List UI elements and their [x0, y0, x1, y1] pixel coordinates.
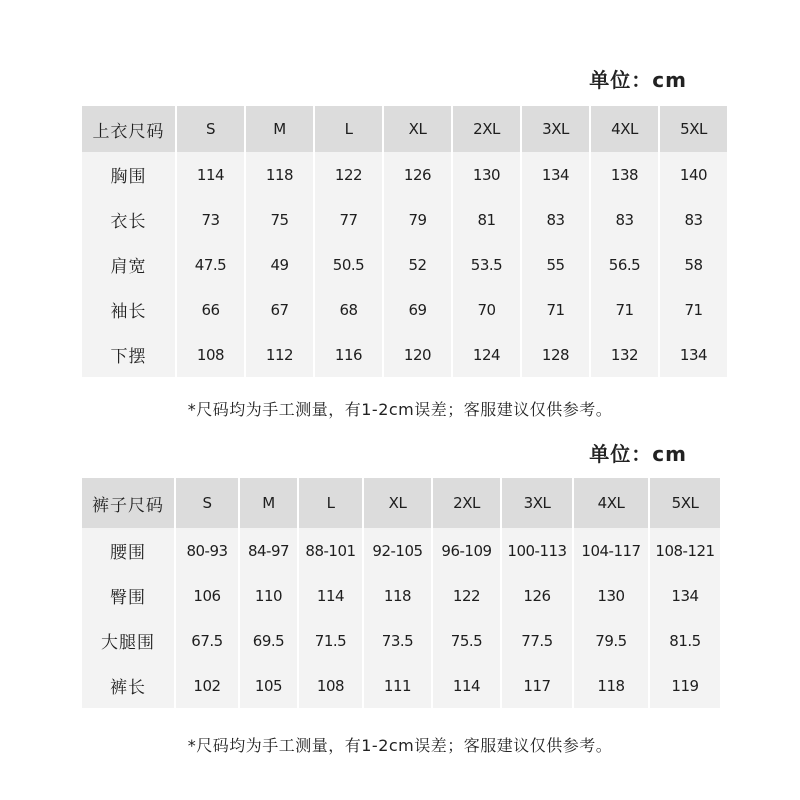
pants-table-header-row	[82, 478, 720, 528]
table-cell: 119	[650, 663, 720, 708]
row-label: 下摆	[82, 332, 175, 377]
table-cell: 83	[660, 197, 727, 242]
size-header-cell: 3XL	[522, 106, 589, 152]
table-cell: 118	[364, 573, 431, 618]
table-cell: 49	[246, 242, 313, 287]
size-header-cell: S	[176, 478, 238, 528]
table-cell: 114	[177, 152, 244, 197]
row-label: 衣长	[82, 197, 175, 242]
size-header-cell: XL	[364, 478, 431, 528]
table-cell: 122	[433, 573, 500, 618]
table-cell: 58	[660, 242, 727, 287]
table-cell: 50.5	[315, 242, 382, 287]
size-header-cell: 2XL	[453, 106, 520, 152]
table-cell: 108-121	[650, 528, 720, 573]
top-measurement-note: *尺码均为手工测量，有1-2cm误差；客服建议仅供参考。	[187, 400, 613, 419]
table-cell: 114	[299, 573, 362, 618]
size-header-cell: S	[177, 106, 244, 152]
table-cell: 84-97	[240, 528, 297, 573]
table-cell: 70	[453, 287, 520, 332]
row-label: 大腿围	[82, 618, 174, 663]
table-cell: 96-109	[433, 528, 500, 573]
table-row	[82, 573, 720, 618]
size-header-cell: 5XL	[650, 478, 720, 528]
table-cell: 111	[364, 663, 431, 708]
table-cell: 130	[453, 152, 520, 197]
table-cell: 71.5	[299, 618, 362, 663]
table-cell: 124	[453, 332, 520, 377]
row-label: 肩宽	[82, 242, 175, 287]
table-cell: 122	[315, 152, 382, 197]
table-cell: 71	[660, 287, 727, 332]
table-cell: 81.5	[650, 618, 720, 663]
pants-unit-label: 单位：cm	[589, 442, 687, 466]
pants-measurement-note: *尺码均为手工测量，有1-2cm误差；客服建议仅供参考。	[187, 736, 613, 755]
size-header-cell: 4XL	[574, 478, 648, 528]
table-row	[82, 618, 720, 663]
table-cell: 102	[176, 663, 238, 708]
top-table-header-row	[82, 106, 727, 152]
table-cell: 108	[177, 332, 244, 377]
pants-header-label: 裤子尺码	[82, 478, 174, 528]
table-cell: 114	[433, 663, 500, 708]
row-label: 臀围	[82, 573, 174, 618]
table-cell: 83	[522, 197, 589, 242]
row-label: 裤长	[82, 663, 174, 708]
table-cell: 130	[574, 573, 648, 618]
table-cell: 126	[502, 573, 572, 618]
table-cell: 55	[522, 242, 589, 287]
table-cell: 126	[384, 152, 451, 197]
table-cell: 75.5	[433, 618, 500, 663]
table-cell: 105	[240, 663, 297, 708]
table-cell: 79.5	[574, 618, 648, 663]
table-cell: 77.5	[502, 618, 572, 663]
top-header-label: 上衣尺码	[82, 106, 175, 152]
table-cell: 118	[246, 152, 313, 197]
table-cell: 132	[591, 332, 658, 377]
table-cell: 134	[650, 573, 720, 618]
table-cell: 71	[522, 287, 589, 332]
table-cell: 73.5	[364, 618, 431, 663]
table-cell: 47.5	[177, 242, 244, 287]
table-cell: 73	[177, 197, 244, 242]
table-cell: 56.5	[591, 242, 658, 287]
table-cell: 138	[591, 152, 658, 197]
table-cell: 75	[246, 197, 313, 242]
table-cell: 108	[299, 663, 362, 708]
table-row	[82, 152, 727, 197]
table-row	[82, 528, 720, 573]
size-header-cell: 3XL	[502, 478, 572, 528]
table-cell: 52	[384, 242, 451, 287]
table-cell: 92-105	[364, 528, 431, 573]
row-label: 胸围	[82, 152, 175, 197]
table-cell: 77	[315, 197, 382, 242]
table-cell: 67.5	[176, 618, 238, 663]
table-cell: 53.5	[453, 242, 520, 287]
table-cell: 66	[177, 287, 244, 332]
table-cell: 116	[315, 332, 382, 377]
table-cell: 120	[384, 332, 451, 377]
table-cell: 117	[502, 663, 572, 708]
size-header-cell: 2XL	[433, 478, 500, 528]
table-cell: 71	[591, 287, 658, 332]
table-cell: 134	[660, 332, 727, 377]
row-label: 腰围	[82, 528, 174, 573]
row-label: 袖长	[82, 287, 175, 332]
table-cell: 79	[384, 197, 451, 242]
table-cell: 68	[315, 287, 382, 332]
table-cell: 104-117	[574, 528, 648, 573]
table-cell: 88-101	[299, 528, 362, 573]
table-cell: 118	[574, 663, 648, 708]
size-header-cell: XL	[384, 106, 451, 152]
table-cell: 140	[660, 152, 727, 197]
table-cell: 81	[453, 197, 520, 242]
size-header-cell: 4XL	[591, 106, 658, 152]
size-header-cell: M	[240, 478, 297, 528]
table-cell: 134	[522, 152, 589, 197]
table-row	[82, 287, 727, 332]
table-cell: 69	[384, 287, 451, 332]
table-cell: 69.5	[240, 618, 297, 663]
top-size-table	[80, 106, 729, 377]
table-row	[82, 332, 727, 377]
table-cell: 80-93	[176, 528, 238, 573]
size-header-cell: 5XL	[660, 106, 727, 152]
table-cell: 83	[591, 197, 658, 242]
size-header-cell: L	[315, 106, 382, 152]
size-header-cell: L	[299, 478, 362, 528]
table-row	[82, 242, 727, 287]
table-cell: 128	[522, 332, 589, 377]
table-cell: 100-113	[502, 528, 572, 573]
table-cell: 112	[246, 332, 313, 377]
size-header-cell: M	[246, 106, 313, 152]
table-row	[82, 663, 720, 708]
pants-size-table	[80, 478, 722, 708]
table-cell: 106	[176, 573, 238, 618]
table-cell: 110	[240, 573, 297, 618]
table-row	[82, 197, 727, 242]
top-unit-label: 单位：cm	[589, 68, 687, 92]
table-cell: 67	[246, 287, 313, 332]
